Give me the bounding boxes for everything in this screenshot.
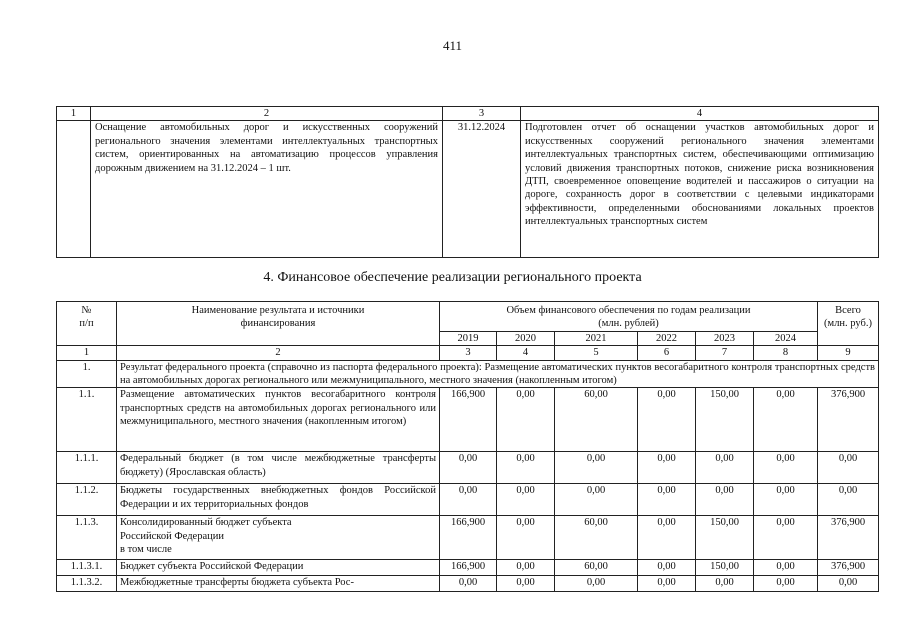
row-value: 150,00 [696,560,754,576]
row-value: 150,00 [696,388,754,452]
row-value: 0,00 [754,484,818,516]
table-row [57,516,879,560]
row-number: 1.1.2. [57,484,117,516]
row-name: Бюджет субъекта Российской Федерации [117,560,440,576]
row-value: 166,900 [440,560,497,576]
row-value: 0,00 [497,560,555,576]
row-value: 0,00 [440,576,497,592]
row-value: 0,00 [696,452,754,484]
section-title: 4. Финансовое обеспечение реализации регионального проекта [263,270,642,285]
row-total: 0,00 [818,576,879,592]
row-number: 1.1.3.2. [57,576,117,592]
row-value: 0,00 [754,576,818,592]
row-value: 166,900 [440,516,497,560]
table-row [57,576,879,592]
column-number: 3 [440,346,497,360]
column-number: 1 [57,346,117,360]
row-total: 376,900 [818,388,879,452]
row-number-cell [57,121,91,258]
row-value: 0,00 [638,576,696,592]
row-value: 60,00 [555,516,638,560]
financing-table [56,301,879,592]
row-number: 1. [57,360,117,388]
row-name: Бюджеты государственных внебюджетных фондов Российской Федерации и их территориальных фондов [117,484,440,516]
result-name-cell: Оснащение автомобильных дорог и искусственных сооружений регионального значения элементами интеллектуальных транспортных систем, ориентированных на автоматизацию процессов управления дорожным движением на 31.12.2024 – 1 шт. [91,121,443,258]
results-table [56,106,879,258]
row-value: 0,00 [638,516,696,560]
financing-rows [57,388,879,592]
row-name: Размещение автоматических пунктов весогабаритного контроля транспортных средств на автомобильных дорогах регионального или межмуниципального, местного значения (накопленным итогом) [117,388,440,452]
row-value: 0,00 [638,452,696,484]
result-description-cell: Подготовлен отчет об оснащении участков автомобильных дорог и искусственных сооружений регионального значения элементами интеллектуальных транспортных систем, обеспечивающими оптимизацию условий движения транспортных потоков, снижение риска возникновения ДТП, своевременное оповещение водителей и пассажиров о ситуации на дороге, сохранность дорог в соответствии с целевыми индикаторами эффективности, определенными обоснованиями локальных проектов интеллектуальных транспортных систем [521,121,879,258]
column-number: 2 [117,346,440,360]
year-cell: 2020 [497,331,555,345]
row-value: 0,00 [555,484,638,516]
row-name: Межбюджетные трансферты бюджета субъекта Рос- [117,576,440,592]
row-value: 0,00 [497,452,555,484]
row-total: 0,00 [818,452,879,484]
row-value: 60,00 [555,560,638,576]
row-value: 0,00 [440,452,497,484]
table-header-row [57,302,879,332]
row-value: 0,00 [555,576,638,592]
header-cell: 3 [443,107,521,121]
year-cell: 2021 [555,331,638,345]
row-number: 1.1.3. [57,516,117,560]
header-cell: 2 [91,107,443,121]
header-name: Наименование результата и источники финансирования [117,302,440,346]
row-value: 166,900 [440,388,497,452]
table-row [57,452,879,484]
row-value: 0,00 [497,516,555,560]
row-total: 0,00 [818,484,879,516]
section-row-text: Результат федерального проекта (справочно из паспорта федерального проекта): Размещение автоматических пунктов весогабаритного контроля транспортных средств на автомобильных дорогах регионального или межмуниципального, местного значения (накопленным итогом) [117,360,879,388]
header-cell: 1 [57,107,91,121]
result-date-cell: 31.12.2024 [443,121,521,258]
row-value: 0,00 [754,452,818,484]
row-value: 0,00 [696,484,754,516]
header-total: Всего (млн. руб.) [818,302,879,346]
row-value: 0,00 [497,576,555,592]
table-row [57,360,879,388]
row-value: 0,00 [497,484,555,516]
row-value: 0,00 [754,388,818,452]
row-value: 150,00 [696,516,754,560]
year-cell: 2019 [440,331,497,345]
year-cell: 2024 [754,331,818,345]
table-row [57,484,879,516]
row-value: 0,00 [638,484,696,516]
row-total: 376,900 [818,516,879,560]
row-value: 0,00 [638,388,696,452]
row-value: 0,00 [754,516,818,560]
row-value: 0,00 [754,560,818,576]
column-number: 5 [555,346,638,360]
table-row [57,560,879,576]
column-number: 7 [696,346,754,360]
row-value: 0,00 [555,452,638,484]
table-header-row [57,107,879,121]
row-number: 1.1.3.1. [57,560,117,576]
column-number: 8 [754,346,818,360]
year-cell: 2022 [638,331,696,345]
column-number: 9 [818,346,879,360]
row-value: 0,00 [497,388,555,452]
table-row [57,388,879,452]
table-row [57,121,879,258]
row-value: 0,00 [696,576,754,592]
row-name: Федеральный бюджет (в том числе межбюджетные трансферты бюджету) (Ярославская область) [117,452,440,484]
row-number: 1.1. [57,388,117,452]
header-cell: 4 [521,107,879,121]
row-number: 1.1.1. [57,452,117,484]
column-number: 6 [638,346,696,360]
header-num: № п/п [57,302,117,346]
page-number: 411 [442,38,463,53]
column-number: 4 [497,346,555,360]
row-value: 0,00 [638,560,696,576]
row-name: Консолидированный бюджет субъекта Российской Федерации в том числе [117,516,440,560]
header-volume: Объем финансового обеспечения по годам реализации (млн. рублей) [440,302,818,332]
row-value: 0,00 [440,484,497,516]
row-value: 60,00 [555,388,638,452]
year-cell: 2023 [696,331,754,345]
row-total: 376,900 [818,560,879,576]
column-numbers-row [57,346,879,360]
